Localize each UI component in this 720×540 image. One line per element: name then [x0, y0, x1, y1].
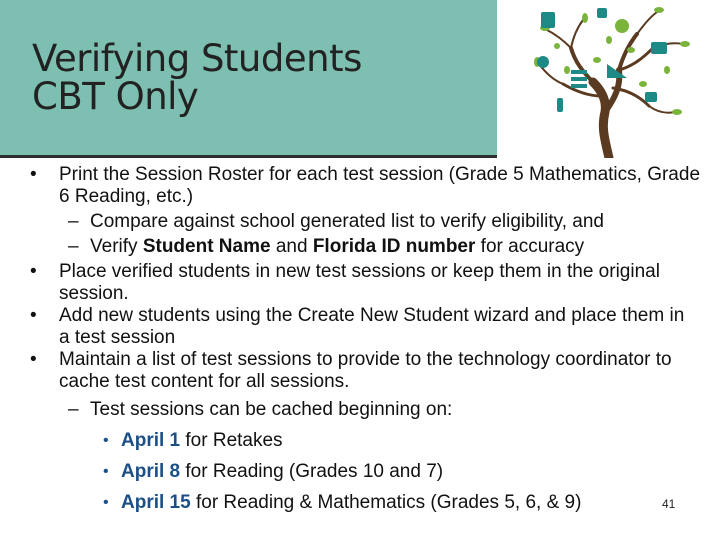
verify-suffix: for accuracy	[475, 236, 585, 257]
student-name-term: Student Name	[142, 236, 271, 257]
dot-marker: •	[103, 432, 109, 449]
title-line-1: Verifying Students	[32, 37, 362, 80]
page-number: 41	[662, 497, 676, 511]
bullet-text: Place verified students in new test sessions or keep them in the original session.	[59, 261, 660, 304]
dot-marker: •	[103, 494, 109, 511]
bullet-text: Add new students using the Create New Student wizard and place them in a test session	[59, 305, 685, 348]
dash-marker: –	[68, 236, 79, 257]
bullet-text: Maintain a list of test sessions to provide to the technology coordinator to cache test content for all sessions.	[59, 349, 672, 392]
tree-icon	[497, 0, 720, 158]
cache-date: April 8	[121, 461, 181, 482]
verify-prefix: Verify	[90, 236, 143, 257]
sub-bullet-caching	[30, 399, 700, 421]
slide-body	[30, 164, 700, 514]
dot-marker: •	[103, 463, 109, 480]
cache-date: April 1	[121, 430, 181, 451]
education-tree-illustration	[497, 0, 720, 158]
bullet-print-roster	[30, 164, 700, 208]
bullet-marker: •	[30, 261, 37, 282]
bullet-text: Print the Session Roster for each test session (Grade 5 Mathematics, Grade 6 Reading, etc.)	[59, 164, 701, 207]
dash-marker: –	[68, 211, 79, 232]
cache-date-reading	[30, 461, 700, 483]
slide-title	[32, 37, 452, 118]
cache-date-description: for Retakes	[180, 430, 283, 451]
bullet-add-students	[30, 305, 700, 349]
sub-bullet-verify	[30, 236, 700, 258]
bullet-marker: •	[30, 164, 37, 185]
florida-id-term: Florida ID number	[312, 236, 476, 257]
sub-bullet-text: Compare against school generated list to verify eligibility, and	[90, 211, 604, 232]
dash-marker: –	[68, 399, 79, 420]
bullet-maintain-list	[30, 349, 700, 393]
bullet-marker: •	[30, 305, 37, 326]
bullet-marker: •	[30, 349, 37, 370]
sub-bullet-text: Test sessions can be cached beginning on:	[90, 399, 453, 420]
verify-middle: and	[270, 236, 313, 257]
cache-date-description: for Reading (Grades 10 and 7)	[180, 461, 444, 482]
sub-bullet-compare	[30, 211, 700, 233]
cache-date-description: for Reading & Mathematics (Grades 5, 6, & 9)	[190, 492, 582, 513]
title-line-2: CBT Only	[32, 75, 199, 118]
cache-date-retakes	[30, 430, 700, 452]
cache-date: April 15	[121, 492, 191, 513]
cache-date-reading-math	[30, 492, 700, 514]
bullet-place-students	[30, 261, 700, 305]
